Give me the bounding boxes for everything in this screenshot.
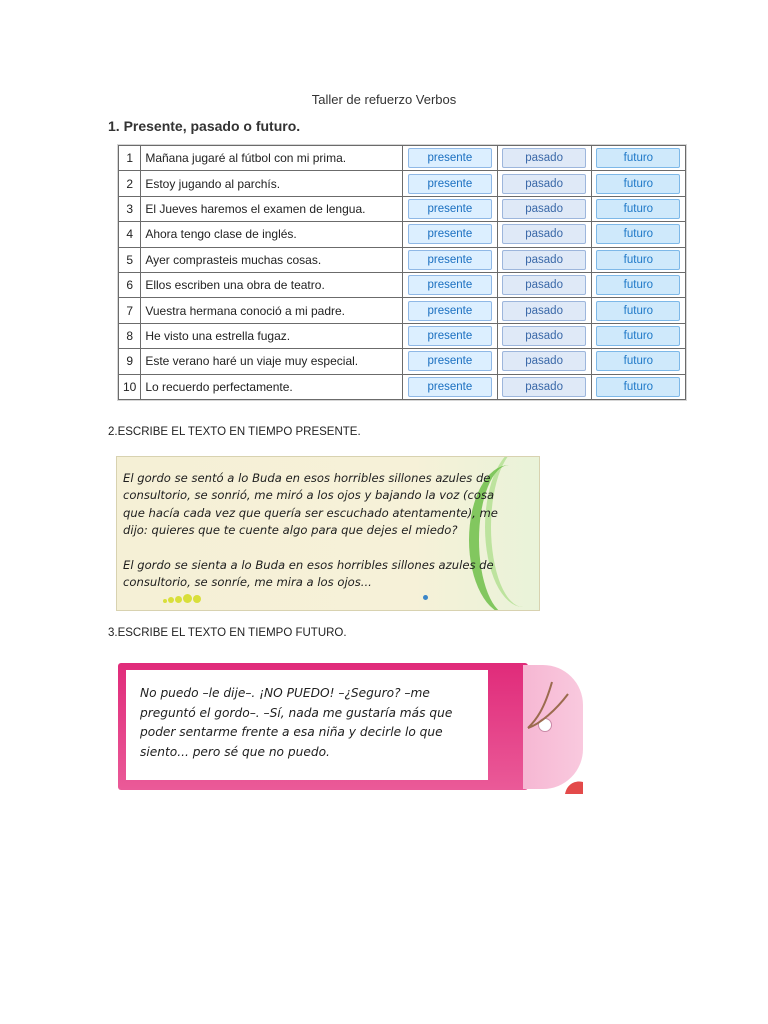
option-cell xyxy=(403,196,497,221)
decorative-corner xyxy=(563,778,583,794)
pasado-option-button[interactable]: pasado xyxy=(502,148,586,168)
sentence-cell: He visto una estrella fugaz. xyxy=(141,323,403,348)
futuro-option-button[interactable]: futuro xyxy=(596,351,680,371)
exercise-table xyxy=(118,145,686,400)
pasado-option-button[interactable]: pasado xyxy=(502,224,586,244)
sentence-cell: Este verano haré un viaje muy especial. xyxy=(141,349,403,374)
table-row xyxy=(119,146,686,171)
futuro-option-button[interactable]: futuro xyxy=(596,377,680,397)
futuro-option-button[interactable]: futuro xyxy=(596,148,680,168)
future-text-card xyxy=(118,663,528,790)
row-number: 8 xyxy=(119,323,141,348)
presente-option-button[interactable]: presente xyxy=(408,301,492,321)
futuro-option-button[interactable]: futuro xyxy=(596,275,680,295)
option-cell xyxy=(403,171,497,196)
row-number: 9 xyxy=(119,349,141,374)
option-cell xyxy=(403,349,497,374)
present-text-card xyxy=(116,456,540,611)
decorative-dot xyxy=(423,595,428,600)
option-cell xyxy=(591,222,685,247)
table-row xyxy=(119,247,686,272)
option-cell xyxy=(591,247,685,272)
futuro-option-button[interactable]: futuro xyxy=(596,301,680,321)
table-row xyxy=(119,323,686,348)
section3-heading: 3.ESCRIBE EL TEXTO EN TIEMPO FUTURO. xyxy=(108,627,347,639)
future-exercise-text: No puedo –le dije–. ¡NO PUEDO! –¿Seguro? –me preguntó el gordo–. –Sí, nada me gustaría más que poder sentarme frente a esa niña y decirle lo que siento... pero sé que no puedo. xyxy=(140,686,453,759)
option-cell xyxy=(591,323,685,348)
futuro-option-button[interactable]: futuro xyxy=(596,250,680,270)
option-cell xyxy=(591,374,685,399)
option-cell xyxy=(591,349,685,374)
pasado-option-button[interactable]: pasado xyxy=(502,250,586,270)
row-number: 6 xyxy=(119,272,141,297)
sentence-cell: Ahora tengo clase de inglés. xyxy=(141,222,403,247)
presente-option-button[interactable]: presente xyxy=(408,199,492,219)
presente-option-button[interactable]: presente xyxy=(408,250,492,270)
option-cell xyxy=(497,247,591,272)
answer-text: El gordo se sienta a lo Buda en esos horribles sillones azules de consultorio, se sonríe, me mira a los ojos... xyxy=(123,558,494,590)
option-cell xyxy=(497,349,591,374)
option-cell xyxy=(497,222,591,247)
presente-option-button[interactable]: presente xyxy=(408,326,492,346)
sentence-cell: Mañana jugaré al fútbol con mi prima. xyxy=(141,146,403,171)
option-cell xyxy=(497,196,591,221)
table-row xyxy=(119,298,686,323)
table-row xyxy=(119,272,686,297)
pasado-option-button[interactable]: pasado xyxy=(502,377,586,397)
futuro-option-button[interactable]: futuro xyxy=(596,174,680,194)
option-cell xyxy=(591,298,685,323)
option-cell xyxy=(591,196,685,221)
table-row xyxy=(119,349,686,374)
sentence-cell: Vuestra hermana conoció a mi padre. xyxy=(141,298,403,323)
table-row xyxy=(119,222,686,247)
option-cell xyxy=(497,323,591,348)
option-cell xyxy=(591,146,685,171)
table-row xyxy=(119,374,686,399)
option-cell xyxy=(497,298,591,323)
row-number: 3 xyxy=(119,196,141,221)
option-cell xyxy=(497,374,591,399)
option-cell xyxy=(591,272,685,297)
sentence-cell: El Jueves haremos el examen de lengua. xyxy=(141,196,403,221)
option-cell xyxy=(403,146,497,171)
row-number: 2 xyxy=(119,171,141,196)
row-number: 1 xyxy=(119,146,141,171)
sentence-cell: Ayer comprasteis muchas cosas. xyxy=(141,247,403,272)
presente-option-button[interactable]: presente xyxy=(408,377,492,397)
presente-option-button[interactable]: presente xyxy=(408,148,492,168)
futuro-option-button[interactable]: futuro xyxy=(596,199,680,219)
table-row xyxy=(119,171,686,196)
page-title: Taller de refuerzo Verbos xyxy=(311,92,457,107)
row-number: 4 xyxy=(119,222,141,247)
row-number: 7 xyxy=(119,298,141,323)
section2-heading: 2.ESCRIBE EL TEXTO EN TIEMPO PRESENTE. xyxy=(108,426,361,438)
option-cell xyxy=(403,272,497,297)
decorative-dots xyxy=(163,590,202,608)
text-panel xyxy=(126,670,488,780)
sentence-cell: Ellos escriben una obra de teatro. xyxy=(141,272,403,297)
pasado-option-button[interactable]: pasado xyxy=(502,275,586,295)
pasado-option-button[interactable]: pasado xyxy=(502,301,586,321)
table-row xyxy=(119,196,686,221)
row-number: 5 xyxy=(119,247,141,272)
sentence-cell: Lo recuerdo perfectamente. xyxy=(141,374,403,399)
sentence-cell: Estoy jugando al parchís. xyxy=(141,171,403,196)
futuro-option-button[interactable]: futuro xyxy=(596,224,680,244)
row-number: 10 xyxy=(119,374,141,399)
presente-option-button[interactable]: presente xyxy=(408,224,492,244)
option-cell xyxy=(497,146,591,171)
option-cell xyxy=(403,374,497,399)
presente-option-button[interactable]: presente xyxy=(408,351,492,371)
original-text: El gordo se sentó a lo Buda en esos horribles sillones azules de consultorio, se sonrió, me miró a los ojos y bajando la voz (cosa que hacía cada vez que quería ser escuchado atentamente), me dijo: quieres que te cuente algo para que dejes el miedo? xyxy=(123,471,498,537)
option-cell xyxy=(497,171,591,196)
presente-option-button[interactable]: presente xyxy=(408,275,492,295)
tag-string xyxy=(522,680,572,740)
option-cell xyxy=(497,272,591,297)
presente-option-button[interactable]: presente xyxy=(408,174,492,194)
option-cell xyxy=(403,247,497,272)
pasado-option-button[interactable]: pasado xyxy=(502,199,586,219)
futuro-option-button[interactable]: futuro xyxy=(596,326,680,346)
option-cell xyxy=(403,298,497,323)
option-cell xyxy=(591,171,685,196)
pasado-option-button[interactable]: pasado xyxy=(502,351,586,371)
pasado-option-button[interactable]: pasado xyxy=(502,326,586,346)
option-cell xyxy=(403,323,497,348)
pasado-option-button[interactable]: pasado xyxy=(502,174,586,194)
option-cell xyxy=(403,222,497,247)
section1-heading: 1. Presente, pasado o futuro. xyxy=(108,118,301,134)
